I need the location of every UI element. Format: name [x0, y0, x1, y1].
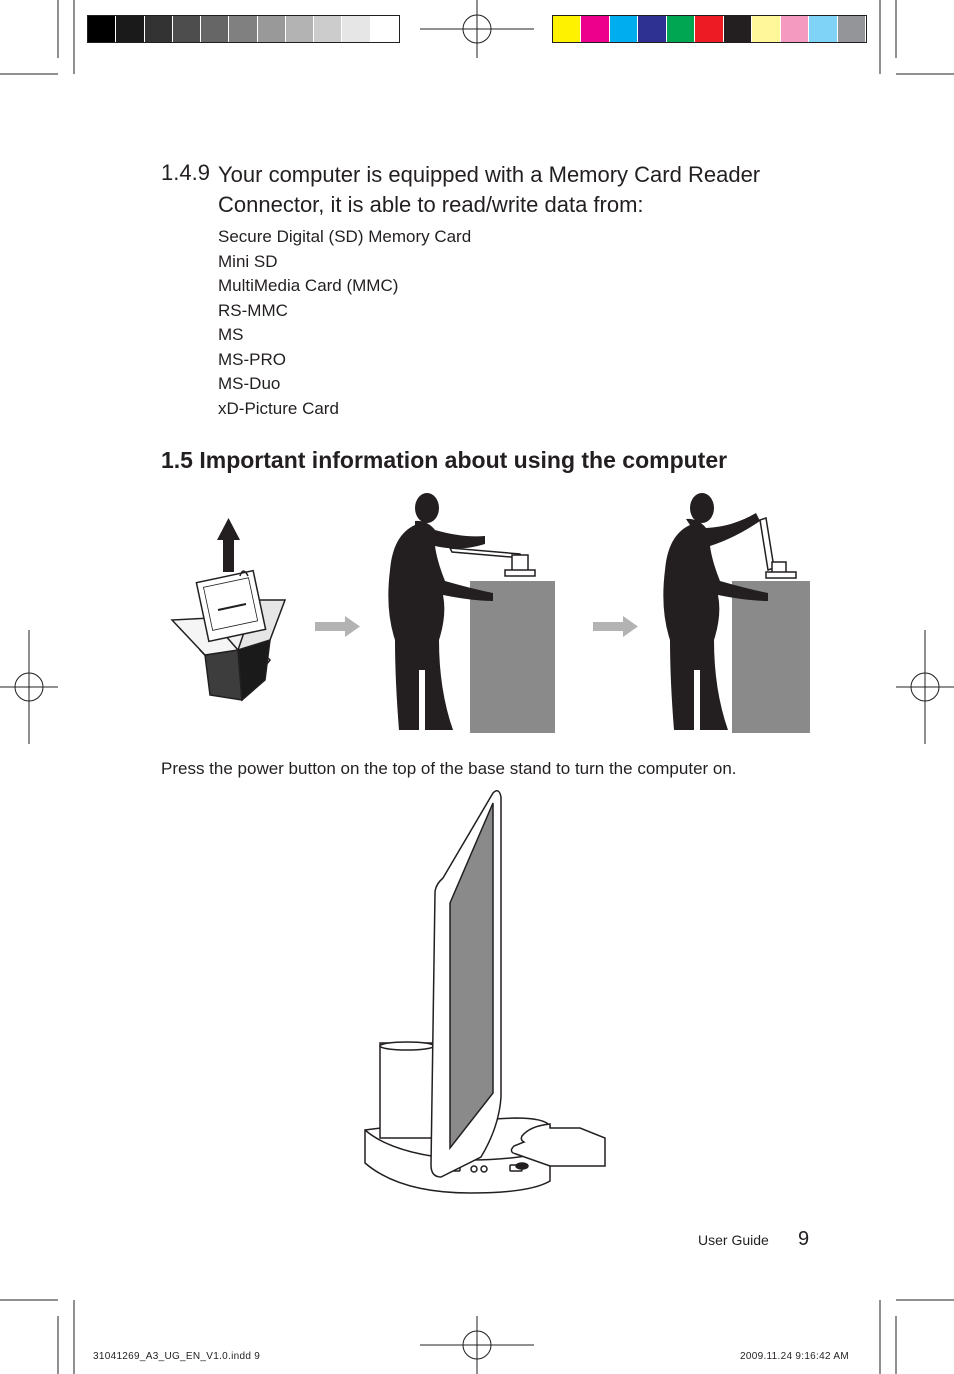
print-slug-timestamp: 2009.11.24 9:16:42 AM [740, 1351, 849, 1362]
table-block [470, 581, 555, 733]
table-block [732, 581, 810, 733]
right-arrow-icon [593, 616, 638, 637]
up-arrow-icon [217, 518, 240, 572]
page-number: 9 [798, 1228, 810, 1250]
unboxing-illustration [160, 490, 820, 740]
section-number: 1.4.9 [161, 160, 210, 185]
memory-card-list [218, 225, 471, 421]
card-list-item: Mini SD [218, 251, 278, 271]
print-slug-filename: 31041269_A3_UG_EN_V1.0.indd 9 [93, 1351, 261, 1362]
card-list-item: MS [218, 325, 244, 344]
card-list-item: xD-Picture Card [218, 398, 339, 418]
card-list-item: Secure Digital (SD) Memory Card [218, 227, 472, 246]
section-heading: Your computer is equipped with a Memory Card Reader Connector, it is able to read/write data from: [218, 162, 761, 217]
card-list-item: MultiMedia Card (MMC) [218, 276, 399, 295]
section-heading-1-5: 1.5 Important information about using the computer [161, 447, 728, 473]
card-list-item: MS-Duo [218, 374, 281, 393]
power-button-caption: Press the power button on the top of the base stand to turn the computer on. [161, 759, 737, 778]
card-list-item: MS-PRO [218, 349, 286, 369]
box-icon [172, 571, 285, 700]
footer-label: User Guide [698, 1232, 769, 1248]
card-list-item: RS-MMC [218, 300, 288, 320]
right-arrow-icon [315, 616, 360, 637]
monitor-power-illustration [360, 788, 610, 1203]
